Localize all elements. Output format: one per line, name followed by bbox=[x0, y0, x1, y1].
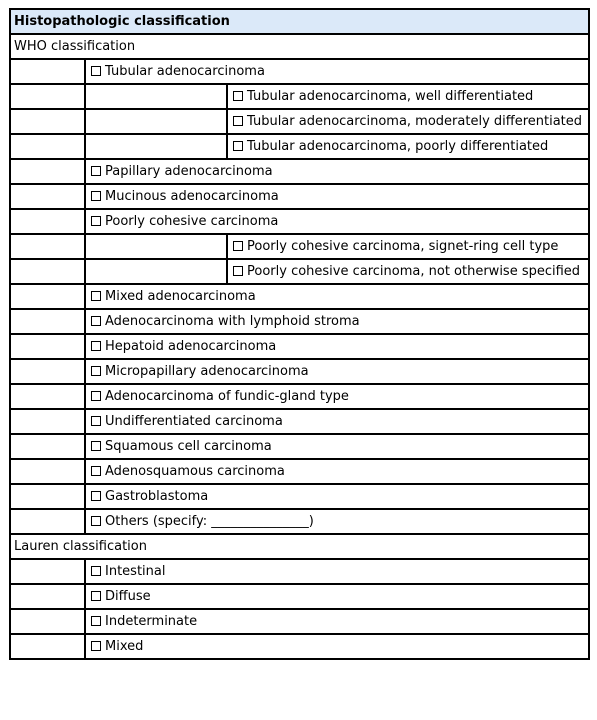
who-section-title: WHO classification bbox=[10, 34, 589, 59]
option-label: Adenocarcinoma of fundic-gland type bbox=[105, 389, 349, 404]
option-label: Papillary adenocarcinoma bbox=[105, 164, 273, 179]
checkbox[interactable] bbox=[91, 366, 101, 376]
checkbox[interactable] bbox=[91, 616, 101, 626]
checkbox[interactable] bbox=[91, 591, 101, 601]
table-row bbox=[10, 159, 589, 184]
table-row bbox=[10, 209, 589, 234]
option-label: Intestinal bbox=[105, 564, 166, 579]
table-row bbox=[10, 284, 589, 309]
empty-cell bbox=[10, 209, 85, 234]
table-row bbox=[10, 109, 589, 134]
table-row bbox=[10, 184, 589, 209]
classification-table bbox=[9, 8, 590, 660]
option-cell bbox=[227, 134, 589, 159]
option-label: Undifferentiated carcinoma bbox=[105, 414, 283, 429]
option-cell bbox=[85, 334, 589, 359]
option-cell bbox=[85, 159, 589, 184]
checkbox[interactable] bbox=[91, 191, 101, 201]
checkbox[interactable] bbox=[233, 91, 243, 101]
table-header: Histopathologic classification bbox=[10, 9, 589, 34]
option-cell bbox=[85, 559, 589, 584]
option-label: Mucinous adenocarcinoma bbox=[105, 189, 279, 204]
option-label: Poorly cohesive carcinoma bbox=[105, 214, 279, 229]
empty-cell bbox=[10, 109, 85, 134]
table-row bbox=[10, 484, 589, 509]
option-cell bbox=[85, 459, 589, 484]
empty-cell bbox=[10, 134, 85, 159]
table-row bbox=[10, 509, 589, 534]
empty-cell bbox=[10, 634, 85, 659]
checkbox[interactable] bbox=[233, 266, 243, 276]
option-label: Tubular adenocarcinoma, well differentiated bbox=[247, 89, 534, 104]
option-cell bbox=[85, 359, 589, 384]
empty-cell bbox=[10, 309, 85, 334]
option-cell bbox=[85, 209, 589, 234]
table-row bbox=[10, 134, 589, 159]
table-row bbox=[10, 459, 589, 484]
empty-cell bbox=[85, 109, 227, 134]
empty-cell bbox=[10, 184, 85, 209]
table-row bbox=[10, 59, 589, 84]
option-cell bbox=[85, 609, 589, 634]
table-row bbox=[10, 334, 589, 359]
checkbox[interactable] bbox=[91, 491, 101, 501]
empty-cell bbox=[85, 84, 227, 109]
option-label: Tubular adenocarcinoma, poorly differentiated bbox=[247, 139, 549, 154]
checkbox[interactable] bbox=[233, 141, 243, 151]
empty-cell bbox=[10, 84, 85, 109]
checkbox[interactable] bbox=[91, 641, 101, 651]
empty-cell bbox=[10, 559, 85, 584]
option-cell bbox=[85, 509, 589, 534]
empty-cell bbox=[10, 609, 85, 634]
lauren-section-title: Lauren classification bbox=[10, 534, 589, 559]
empty-cell bbox=[85, 134, 227, 159]
checkbox[interactable] bbox=[91, 291, 101, 301]
option-label: Diffuse bbox=[105, 589, 151, 604]
table-row bbox=[10, 384, 589, 409]
empty-cell bbox=[10, 259, 85, 284]
option-cell bbox=[227, 259, 589, 284]
checkbox[interactable] bbox=[91, 216, 101, 226]
table-row bbox=[10, 84, 589, 109]
table-row bbox=[10, 309, 589, 334]
option-label: Tubular adenocarcinoma, moderately differentiated bbox=[247, 114, 583, 129]
checkbox[interactable] bbox=[91, 391, 101, 401]
option-cell bbox=[85, 434, 589, 459]
table-row bbox=[10, 259, 589, 284]
checkbox[interactable] bbox=[91, 341, 101, 351]
empty-cell bbox=[10, 509, 85, 534]
empty-cell bbox=[10, 409, 85, 434]
empty-cell bbox=[10, 234, 85, 259]
option-cell bbox=[85, 584, 589, 609]
checkbox[interactable] bbox=[91, 566, 101, 576]
option-cell bbox=[85, 384, 589, 409]
option-cell bbox=[85, 634, 589, 659]
option-label: Others (specify: _______________) bbox=[105, 514, 314, 529]
empty-cell bbox=[10, 359, 85, 384]
table-row bbox=[10, 234, 589, 259]
option-cell bbox=[85, 59, 589, 84]
option-label: Mixed adenocarcinoma bbox=[105, 289, 256, 304]
option-label: Poorly cohesive carcinoma, signet-ring cell type bbox=[247, 239, 559, 254]
option-label: Hepatoid adenocarcinoma bbox=[105, 339, 277, 354]
option-label: Gastroblastoma bbox=[105, 489, 209, 504]
table-row bbox=[10, 609, 589, 634]
empty-cell bbox=[10, 384, 85, 409]
option-label: Tubular adenocarcinoma bbox=[105, 64, 265, 79]
empty-cell bbox=[85, 234, 227, 259]
empty-cell bbox=[10, 584, 85, 609]
checkbox[interactable] bbox=[91, 466, 101, 476]
header-row bbox=[10, 9, 589, 34]
lauren-section-row bbox=[10, 534, 589, 559]
table-row bbox=[10, 559, 589, 584]
option-label: Micropapillary adenocarcinoma bbox=[105, 364, 309, 379]
empty-cell bbox=[10, 484, 85, 509]
checkbox[interactable] bbox=[91, 166, 101, 176]
table-row bbox=[10, 434, 589, 459]
option-label: Adenosquamous carcinoma bbox=[105, 464, 285, 479]
empty-cell bbox=[10, 334, 85, 359]
empty-cell bbox=[10, 434, 85, 459]
option-cell bbox=[85, 409, 589, 434]
checkbox[interactable] bbox=[233, 116, 243, 126]
option-cell bbox=[85, 484, 589, 509]
table-row bbox=[10, 584, 589, 609]
empty-cell bbox=[10, 459, 85, 484]
empty-cell bbox=[10, 59, 85, 84]
option-cell bbox=[227, 84, 589, 109]
option-label: Poorly cohesive carcinoma, not otherwise specified bbox=[247, 264, 581, 279]
option-label: Mixed bbox=[105, 639, 144, 654]
option-cell bbox=[227, 234, 589, 259]
option-label: Squamous cell carcinoma bbox=[105, 439, 272, 454]
table-row bbox=[10, 409, 589, 434]
empty-cell bbox=[10, 159, 85, 184]
checkbox[interactable] bbox=[91, 441, 101, 451]
empty-cell bbox=[85, 259, 227, 284]
who-section-row bbox=[10, 34, 589, 59]
option-cell bbox=[85, 184, 589, 209]
option-cell bbox=[85, 284, 589, 309]
table-row bbox=[10, 359, 589, 384]
table-row bbox=[10, 634, 589, 659]
checkbox[interactable] bbox=[91, 316, 101, 326]
option-cell bbox=[227, 109, 589, 134]
option-cell bbox=[85, 309, 589, 334]
option-label: Indeterminate bbox=[105, 614, 198, 629]
checkbox[interactable] bbox=[91, 66, 101, 76]
checkbox[interactable] bbox=[91, 516, 101, 526]
option-label: Adenocarcinoma with lymphoid stroma bbox=[105, 314, 360, 329]
checkbox[interactable] bbox=[91, 416, 101, 426]
checkbox[interactable] bbox=[233, 241, 243, 251]
empty-cell bbox=[10, 284, 85, 309]
